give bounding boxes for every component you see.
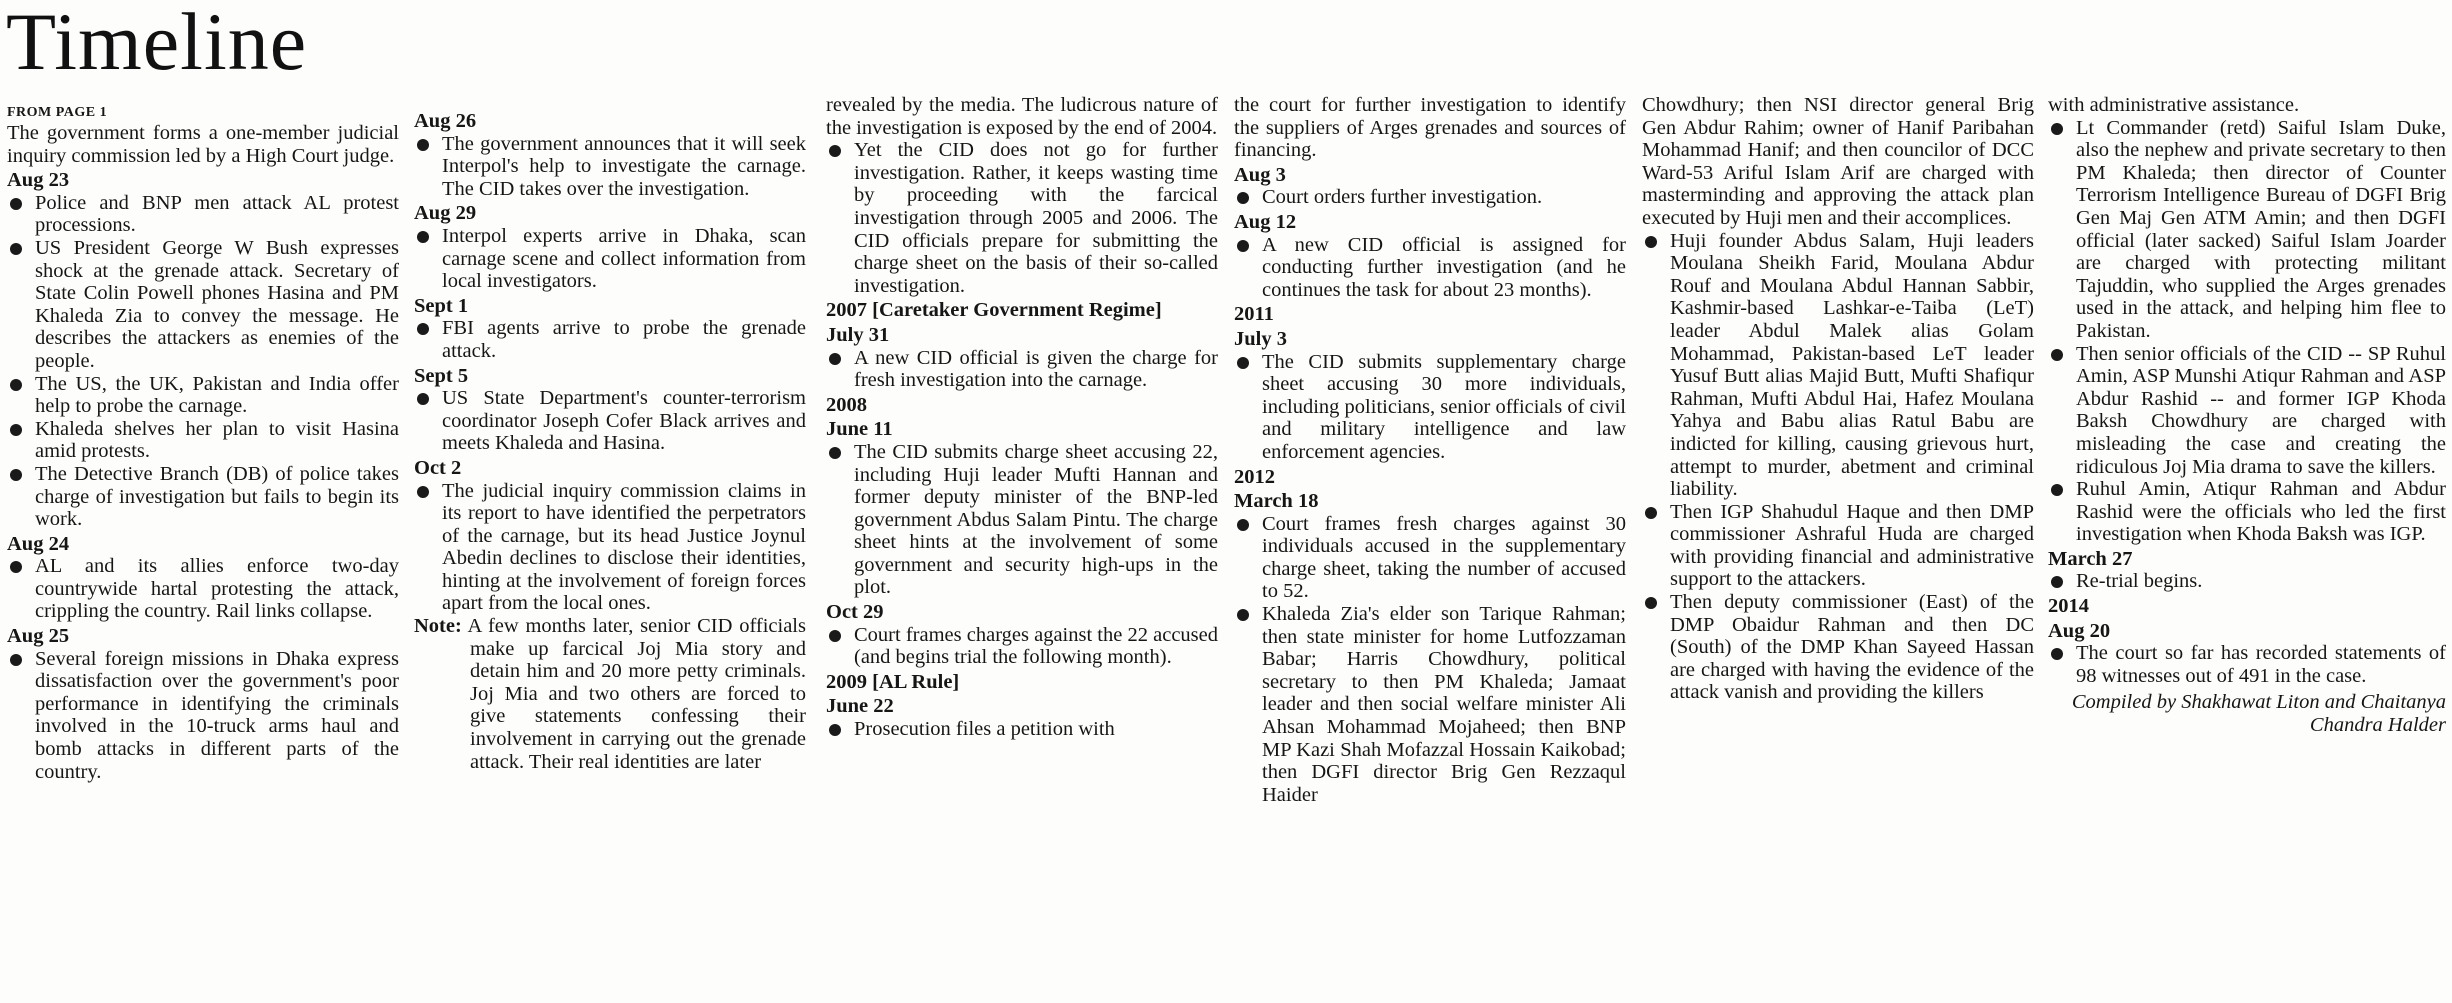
timeline-entry: AL and its allies enforce two-day countrywide hartal protesting the attack, crippling the country. Rail links collapse. bbox=[7, 555, 399, 623]
date-heading: Aug 12 bbox=[1234, 210, 1297, 233]
timeline-entry: Then deputy commissioner (East) of the DMP Obaidur Rahman and then DC (South) of the DMP Khan Sayeed Hassan are charged with having the evidence of the attack vanish and providing the killers bbox=[1642, 591, 2034, 704]
timeline-entry: The government announces that it will seek Interpol's help to investigate the carnage. The CID takes over the investigation. bbox=[414, 133, 806, 201]
note-paragraph bbox=[414, 615, 806, 773]
article-column-1 bbox=[7, 104, 399, 783]
date-heading: Sept 5 bbox=[414, 364, 469, 387]
body-paragraph: with administrative assistance. bbox=[2048, 94, 2300, 116]
timeline-entry: US President George W Bush expresses shock at the grenade attack. Secretary of State Colin Powell phones Hasina and PM Khaleda Zia to convey the message. He describes the attackers as enemies of the people. bbox=[7, 237, 399, 373]
timeline-entry: Ruhul Amin, Atiqur Rahman and Abdur Rashid were the officials who led the first investigation when Khoda Baksh was IGP. bbox=[2048, 478, 2446, 546]
date-heading: Aug 25 bbox=[7, 625, 70, 648]
timeline-entry: US State Department's counter-terrorism coordinator Joseph Cofer Black arrives and meets Khaleda and Hasina. bbox=[414, 387, 806, 455]
date-heading: Aug 29 bbox=[414, 202, 477, 225]
note-text: A few months later, senior CID officials make up farcical Joj Mia story and detain him and 20 more petty criminals. Joj Mia and two others are forced to give statements confessing their involvement in carrying out the grenade attack. Their real identities are later bbox=[467, 615, 806, 773]
timeline-entry: Lt Commander (retd) Saiful Islam Duke, also the nephew and private secretary to then PM Khaleda; then director of Counter Terrorism Intelligence Bureau of DGFI Brig Gen Maj Gen ATM Amin; and then DGFI official (later sacked) Saiful Islam Joarder are charged with protecting militant Tajuddin, who supplied the Arges grenades used in the attack, and helping him flee to Pakistan. bbox=[2048, 117, 2446, 343]
timeline-entry: The Detective Branch (DB) of police takes charge of investigation but fails to begin its work. bbox=[7, 463, 399, 531]
timeline-entry: The CID submits charge sheet accusing 22, including Huji leader Mufti Hannan and former deputy minister of the BNP-led government Abdus Salam Pintu. The charge sheet hints at the involvement of some government and security high-ups in the plot. bbox=[826, 441, 1218, 599]
date-heading: 2011 bbox=[1234, 303, 1274, 326]
timeline-entry: A new CID official is given the charge for fresh investigation into the carnage. bbox=[826, 347, 1218, 392]
body-paragraph: the court for further investigation to identify the suppliers of Arges grenades and sources of financing. bbox=[1234, 94, 1626, 162]
body-paragraph: Chowdhury; then NSI director general Brig Gen Abdur Rahim; owner of Hanif Paribahan Mohammad Hanif; and then councilor of DCC Ward-53 Ariful Islam Arif are charged with masterminding and approving the attack plan executed by Huji men and their accomplices. bbox=[1642, 94, 2034, 229]
timeline-entry: FBI agents arrive to probe the grenade attack. bbox=[414, 317, 806, 362]
date-heading: Oct 29 bbox=[826, 601, 884, 624]
date-heading: March 18 bbox=[1234, 490, 1319, 513]
timeline-entry: Yet the CID does not go for further investigation. Rather, it keeps wasting time by proceeding with the farcical investigation through 2005 and 2006. The CID officials prepare for submitting the charge sheet on the basis of their so-called investigation. bbox=[826, 139, 1218, 297]
date-heading: Sept 1 bbox=[414, 294, 469, 317]
timeline-entry: The US, the UK, Pakistan and India offer help to probe the carnage. bbox=[7, 373, 399, 418]
date-heading: March 27 bbox=[2048, 547, 2133, 570]
date-heading: 2012 bbox=[1234, 465, 1275, 488]
timeline-entry: Huji founder Abdus Salam, Huji leaders Moulana Sheikh Farid, Moulana Abdur Rouf and Moulana Abdul Hannan Sabbir, Kashmir-based Lashkar-e-Taiba (LeT) leader Abdul Malek alias Golam Mohammad, Pakistan-based LeT leader Yusuf Butt alias Majid Butt, Mufti Shafiqur Rahman, Mufti Abdul Hai, Hafez Moulana Yahya and Babu alias Ratul Babu are indicted for killing, causing grievous hurt, attempt to murder, abetment and criminal liability. bbox=[1642, 230, 2034, 501]
date-heading: July 3 bbox=[1234, 327, 1287, 350]
timeline-entry: Then IGP Shahudul Haque and then DMP commissioner Ashraful Huda are charged with providing financial and administrative support to the attackers. bbox=[1642, 501, 2034, 591]
timeline-entry: Court frames charges against the 22 accused (and begins trial the following month). bbox=[826, 624, 1218, 669]
article-column-4 bbox=[1234, 94, 1626, 806]
byline-credit: Compiled by Shakhawat Liton and Chaitanya Chandra Halder bbox=[2071, 691, 2446, 737]
timeline-entry: Court orders further investigation. bbox=[1234, 186, 1626, 209]
timeline-entry: A new CID official is assigned for conducting further investigation (and he continues the task for about 23 months). bbox=[1234, 234, 1626, 302]
date-heading: July 31 bbox=[826, 323, 890, 346]
from-page-label: FROM PAGE 1 bbox=[7, 105, 108, 120]
timeline-entry: Police and BNP men attack AL protest processions. bbox=[7, 192, 399, 237]
timeline-entry: The judicial inquiry commission claims in its report to have identified the perpetrators of the carnage, but its head Justice Joynul Abedin declines to disclose their identities, hinting at the involvement of foreign forces apart from the local ones. bbox=[414, 480, 806, 616]
date-heading: 2008 bbox=[826, 393, 867, 416]
timeline-entry: Khaleda Zia's elder son Tarique Rahman; then state minister for home Lutfozzaman Babar; Harris Chowdhury, political secretary to then PM Khaleda; Jamaat leader and then social welfare minister Ali Ahsan Mohammad Mojaheed; then BNP MP Kazi Shah Mofazzal Hossain Kaikobad; then DGFI director Brig Gen Rezzaqul Haider bbox=[1234, 603, 1626, 806]
date-heading: Aug 20 bbox=[2048, 619, 2111, 642]
article-column-5 bbox=[1642, 94, 2034, 704]
date-heading: Oct 2 bbox=[414, 456, 462, 479]
date-heading: June 11 bbox=[826, 418, 893, 441]
timeline-entry: Several foreign missions in Dhaka express dissatisfaction over the government's poor performance in identifying the criminals involved in the 10-truck arms haul and bomb attacks in different parts of the country. bbox=[7, 648, 399, 784]
date-heading: June 22 bbox=[826, 695, 894, 718]
timeline-entry: Then senior officials of the CID -- SP Ruhul Amin, ASP Munshi Atiqur Rahman and ASP Abdur Rashid -- and former IGP Khoda Baksh Chowdhury are charged with misleading the case and creating the ridiculous Joj Mia drama to save the killers. bbox=[2048, 343, 2446, 479]
article-column-2 bbox=[414, 108, 806, 773]
date-heading: 2009 [AL Rule] bbox=[826, 670, 960, 693]
timeline-entry: The court so far has recorded statements of 98 witnesses out of 491 in the case. bbox=[2048, 642, 2446, 687]
body-paragraph: revealed by the media. The ludicrous nature of the investigation is exposed by the end of 2004. bbox=[826, 94, 1218, 139]
timeline-entry: Re-trial begins. bbox=[2048, 570, 2446, 593]
note-label: Note: bbox=[414, 615, 462, 638]
timeline-entry: The CID submits supplementary charge sheet accusing 30 more individuals, including politicians, senior officials of civil and military intelligence and law enforcement agencies. bbox=[1234, 351, 1626, 464]
date-heading: Aug 24 bbox=[7, 532, 70, 555]
date-heading: 2007 [Caretaker Government Regime] bbox=[826, 299, 1162, 322]
timeline-entry: Prosecution files a petition with bbox=[826, 718, 1218, 741]
article-column-3 bbox=[826, 94, 1218, 741]
timeline-entry: Interpol experts arrive in Dhaka, scan carnage scene and collect information from local investigators. bbox=[414, 225, 806, 293]
timeline-entry: Court frames fresh charges against 30 individuals accused in the supplementary charge sheet, taking the number of accused to 52. bbox=[1234, 513, 1626, 603]
timeline-entry: Khaleda shelves her plan to visit Hasina amid protests. bbox=[7, 418, 399, 463]
date-heading: Aug 23 bbox=[7, 169, 70, 192]
article-column-6 bbox=[2048, 94, 2446, 757]
date-heading: Aug 26 bbox=[414, 110, 477, 132]
body-paragraph: The government forms a one-member judicial inquiry commission led by a High Court judge. bbox=[7, 122, 399, 167]
page-title: Timeline bbox=[6, 0, 308, 87]
date-heading: Aug 3 bbox=[1234, 163, 1286, 186]
date-heading: 2014 bbox=[2048, 595, 2089, 618]
